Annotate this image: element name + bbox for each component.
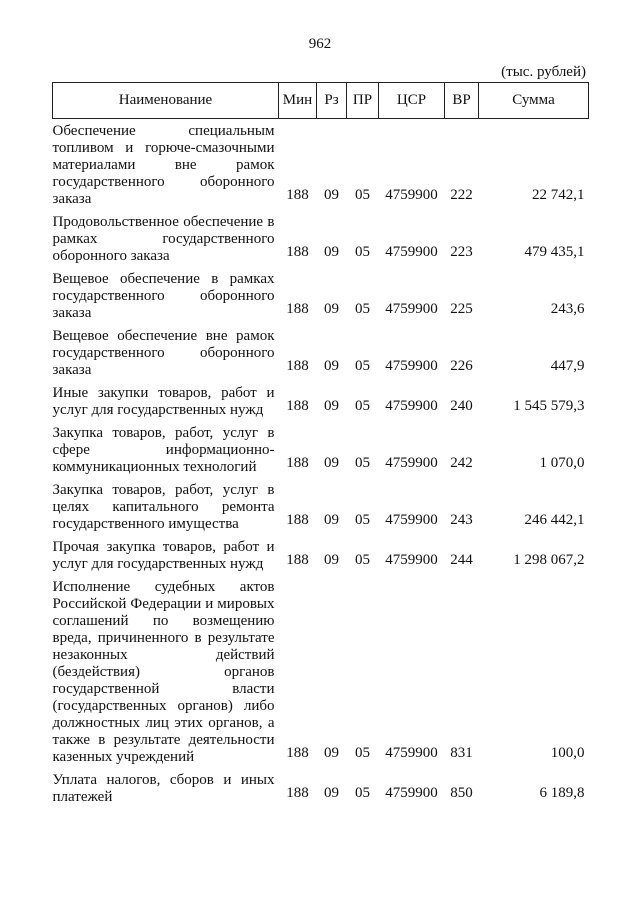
row-csr: 4759900 (385, 512, 438, 528)
table-row (53, 535, 589, 575)
row-pr: 05 (355, 244, 370, 260)
row-min: 188 (286, 785, 309, 801)
row-csr: 4759900 (385, 455, 438, 471)
table-row (53, 421, 589, 478)
table-row (53, 119, 589, 211)
row-vr: 242 (450, 455, 473, 471)
page-number: 962 (308, 36, 332, 52)
table-row (53, 381, 589, 421)
row-vr: 850 (450, 785, 473, 801)
row-vr: 226 (450, 358, 473, 374)
row-csr: 4759900 (385, 398, 438, 414)
row-csr: 4759900 (385, 187, 438, 203)
row-vr: 831 (450, 745, 473, 761)
row-sum: 243,6 (550, 301, 585, 317)
row-sum: 479 435,1 (524, 244, 585, 260)
row-sum: 22 742,1 (532, 187, 585, 203)
row-min: 188 (286, 745, 309, 761)
header-pr: ПР (347, 83, 379, 119)
row-name: Вещевое обеспечение вне рамок государственного оборонного заказа (52, 328, 275, 378)
row-name: Обеспечение специальным топливом и горюче-смазочными материалами вне рамок государственного оборонного заказа (52, 123, 275, 207)
header-min: Мин (279, 83, 317, 119)
header-rz: Рз (317, 83, 347, 119)
table-row (53, 210, 589, 267)
row-min: 188 (286, 301, 309, 317)
row-csr: 4759900 (385, 745, 438, 761)
row-pr: 05 (355, 455, 370, 471)
row-name: Вещевое обеспечение в рамках государственного оборонного заказа (52, 271, 275, 321)
units-note: (тыс. рублей) (501, 64, 586, 80)
row-name: Прочая закупка товаров, работ и услуг для государственных нужд (52, 539, 275, 572)
row-rz: 09 (324, 301, 339, 317)
row-min: 188 (286, 512, 309, 528)
row-sum: 1 070,0 (539, 455, 585, 471)
row-min: 188 (286, 552, 309, 568)
row-rz: 09 (324, 244, 339, 260)
row-name: Продовольственное обеспечение в рамках государственного оборонного заказа (52, 214, 275, 264)
row-csr: 4759900 (385, 358, 438, 374)
header-csr: ЦСР (379, 83, 445, 119)
budget-table (52, 82, 589, 808)
row-sum: 1 545 579,3 (513, 398, 585, 414)
row-min: 188 (286, 358, 309, 374)
table-row (53, 478, 589, 535)
row-vr: 222 (450, 187, 473, 203)
row-rz: 09 (324, 358, 339, 374)
row-vr: 240 (450, 398, 473, 414)
header-sum: Сумма (479, 83, 589, 119)
row-vr: 243 (450, 512, 473, 528)
row-sum: 6 189,8 (539, 785, 585, 801)
row-name: Уплата налогов, сборов и иных платежей (52, 772, 275, 805)
row-pr: 05 (355, 301, 370, 317)
row-vr: 223 (450, 244, 473, 260)
row-csr: 4759900 (385, 244, 438, 260)
row-rz: 09 (324, 552, 339, 568)
row-min: 188 (286, 398, 309, 414)
row-rz: 09 (324, 187, 339, 203)
row-sum: 246 442,1 (524, 512, 585, 528)
row-vr: 244 (450, 552, 473, 568)
row-min: 188 (286, 187, 309, 203)
row-pr: 05 (355, 358, 370, 374)
row-pr: 05 (355, 187, 370, 203)
row-pr: 05 (355, 785, 370, 801)
row-rz: 09 (324, 785, 339, 801)
row-name: Исполнение судебных актов Российской Федерации и мировых соглашений по возмещению вреда, причиненного в результате незаконных действий (бездействия) органов государственной власти (государственных органов) либо должностных лиц этих органов, а также в результате деятельности казенных учреждений (52, 579, 275, 765)
row-rz: 09 (324, 745, 339, 761)
row-name: Закупка товаров, работ, услуг в сфере информационно-коммуникационных технологий (52, 425, 275, 475)
header-name: Наименование (53, 83, 279, 119)
row-sum: 1 298 067,2 (513, 552, 585, 568)
row-min: 188 (286, 455, 309, 471)
row-pr: 05 (355, 745, 370, 761)
table-row (53, 768, 589, 808)
header-vr: ВР (445, 83, 479, 119)
row-csr: 4759900 (385, 552, 438, 568)
row-name: Закупка товаров, работ, услуг в целях капитального ремонта государственного имущества (52, 482, 275, 532)
row-sum: 447,9 (550, 358, 585, 374)
row-sum: 100,0 (550, 745, 585, 761)
row-rz: 09 (324, 512, 339, 528)
row-vr: 225 (450, 301, 473, 317)
row-pr: 05 (355, 552, 370, 568)
row-name: Иные закупки товаров, работ и услуг для государственных нужд (52, 385, 275, 418)
table-row (53, 575, 589, 768)
table-row (53, 267, 589, 324)
row-rz: 09 (324, 455, 339, 471)
row-csr: 4759900 (385, 785, 438, 801)
row-min: 188 (286, 244, 309, 260)
row-pr: 05 (355, 398, 370, 414)
table-row (53, 324, 589, 381)
row-pr: 05 (355, 512, 370, 528)
table-header-row (53, 83, 589, 119)
row-csr: 4759900 (385, 301, 438, 317)
row-rz: 09 (324, 398, 339, 414)
